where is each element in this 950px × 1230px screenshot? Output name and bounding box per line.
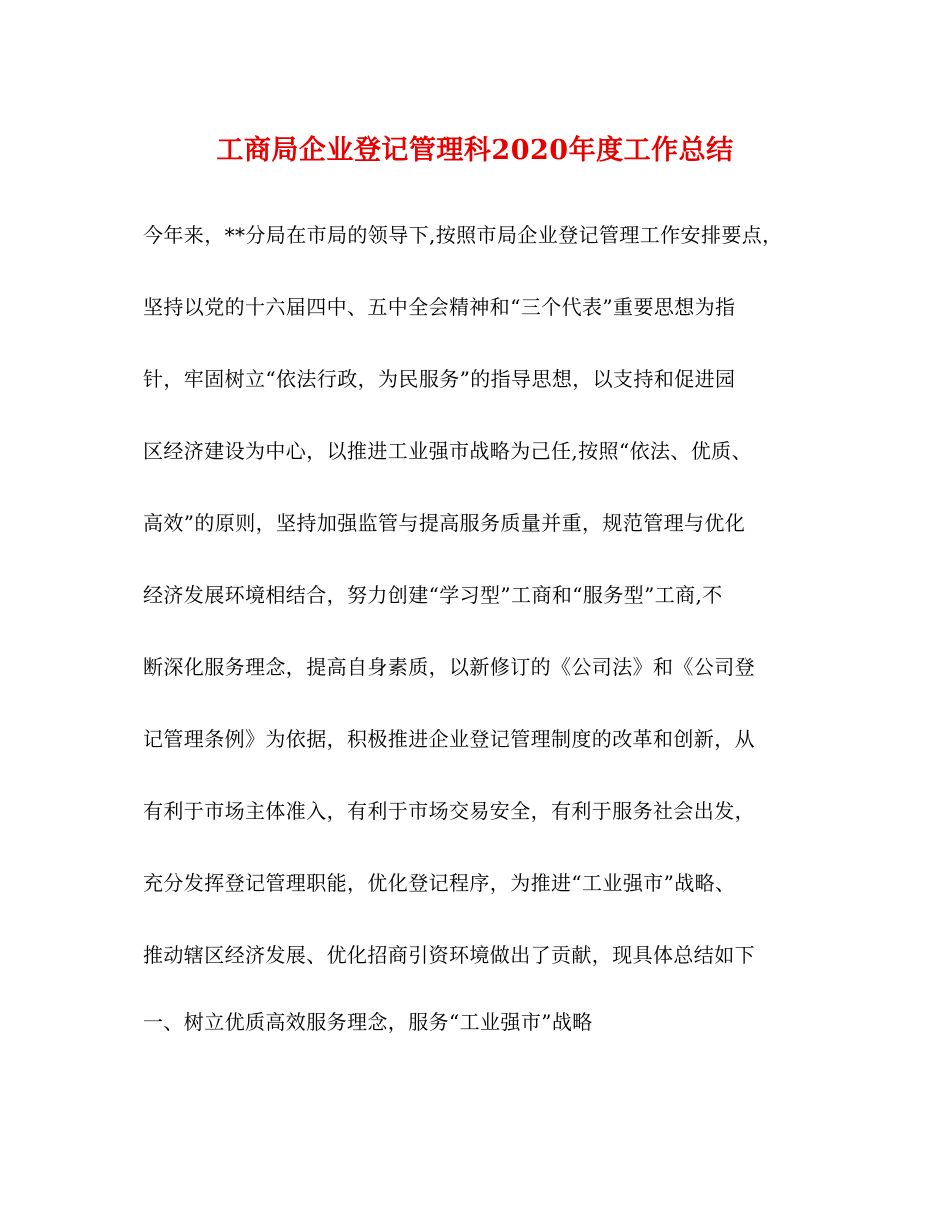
document-title: 工商局企业登记管理科2020年度工作总结: [216, 135, 734, 166]
body-line: 充分发挥登记管理职能，优化登记程序，为推进“工业强市”战略、: [143, 871, 736, 895]
body-line: 坚持以党的十六届四中、五中全会精神和“三个代表”重要思想为指: [143, 295, 736, 319]
body-line: 记管理条例》为依据，积极推进企业登记管理制度的改革和创新，从: [143, 727, 755, 751]
body-line: 针，牢固树立“依法行政，为民服务”的指导思想，以支持和促进园: [143, 367, 736, 391]
body-line: 今年来，**分局在市局的领导下,按照市局企业登记管理工作安排要点，: [143, 223, 783, 247]
body-line: 有利于市场主体准入，有利于市场交易安全，有利于服务社会出发，: [143, 799, 755, 823]
section-heading: 一、树立优质高效服务理念，服务“工业强市”战略: [143, 1010, 593, 1034]
body-line: 经济发展环境相结合，努力创建“学习型”工商和“服务型”工商,不: [143, 583, 723, 607]
body-line: 区经济建设为中心，以推进工业强市战略为己任,按照“依法、优质、: [143, 439, 752, 463]
body-line: 推动辖区经济发展、优化招商引资环境做出了贡献，现具体总结如下: [143, 943, 755, 967]
body-line: 高效”的原则，坚持加强监管与提高服务质量并重，规范管理与优化: [143, 511, 746, 535]
body-line: 断深化服务理念，提高自身素质，以新修订的《公司法》和《公司登: [143, 655, 755, 679]
